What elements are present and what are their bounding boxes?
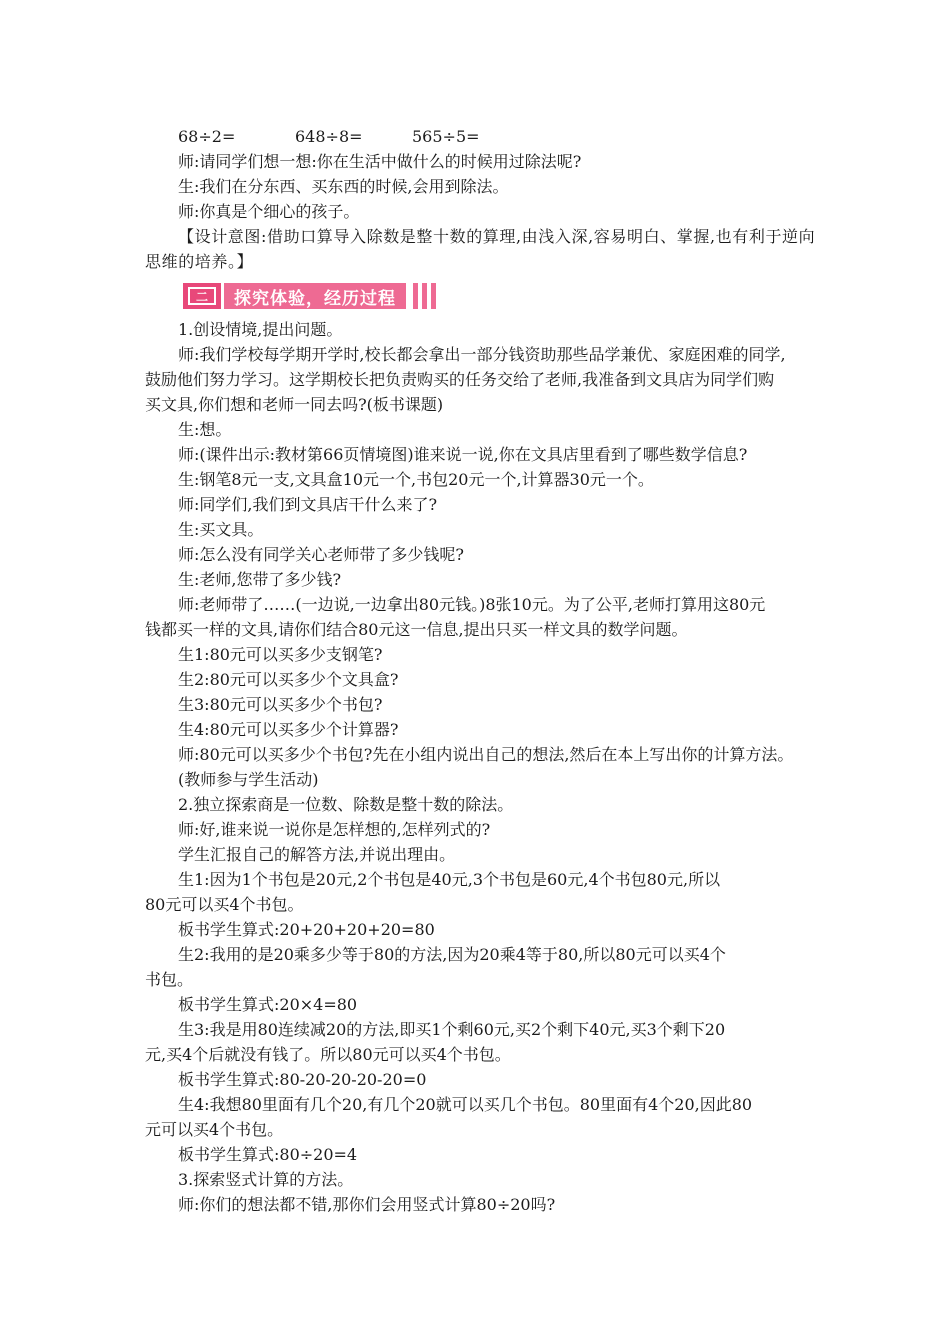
paragraph: 师:你真是个细心的孩子。 [178, 202, 360, 221]
design-intent-line: 【设计意图:借助口算导入除数是整十数的算理,由浅入深,容易明白、掌握,也有利于逆向 [178, 227, 816, 246]
text-line: 80元可以买4个书包。 [145, 895, 304, 914]
text-line: 书包。 [145, 970, 194, 989]
section-header [183, 282, 815, 310]
equation: 565÷5= [412, 127, 480, 146]
decoration-bar [431, 283, 436, 309]
text-line: 生4:80元可以买多少个计算器? [178, 720, 399, 739]
section-number-badge [183, 283, 221, 309]
section-decoration-bars [409, 283, 436, 309]
text-line: 钱都买一样的文具,请你们结合80元这一信息,提出只买一样文具的数学问题。 [145, 620, 688, 639]
text-line: 师:老师带了……(一边说,一边拿出80元钱。)8张10元。为了公平,老师打算用这80元 [178, 595, 766, 614]
equation: 648÷8= [295, 127, 363, 146]
text-line: 生:想。 [178, 420, 232, 439]
design-intent-note [145, 224, 815, 274]
text-line: 3.探索竖式计算的方法。 [178, 1170, 354, 1189]
text-line: 师:你们的想法都不错,那你们会用竖式计算80÷20吗? [178, 1195, 556, 1214]
text-line: 生:钢笔8元一支,文具盒10元一个,书包20元一个,计算器30元一个。 [178, 470, 654, 489]
text-line: 鼓励他们努力学习。这学期校长把负责购买的任务交给了老师,我准备到文具店为同学们购 [145, 370, 775, 389]
text-line: 生3:80元可以买多少个书包? [178, 695, 383, 714]
equation-row [145, 124, 815, 149]
section-title: 探究体验，经历过程 [234, 288, 396, 309]
section-title-banner [224, 283, 406, 309]
paragraph: 生:我们在分东西、买东西的时候,会用到除法。 [178, 177, 509, 196]
text-line: 生:买文具。 [178, 520, 264, 539]
text-line: 生3:我是用80连续减20的方法,即买1个剩60元,买2个剩下40元,买3个剩下20 [178, 1020, 726, 1039]
text-line: 师:好,谁来说一说你是怎样想的,怎样列式的? [178, 820, 491, 839]
text-line: 1.创设情境,提出问题。 [178, 320, 343, 339]
equation: 68÷2= [178, 127, 236, 146]
text-line: 元可以买4个书包。 [145, 1120, 284, 1139]
decoration-bar [422, 283, 427, 309]
text-line: 学生汇报自己的解答方法,并说出理由。 [178, 845, 456, 864]
text-line: 生:老师,您带了多少钱? [178, 570, 342, 589]
text-line: 师:80元可以买多少个书包?先在小组内说出自己的想法,然后在本上写出你的计算方法。 [178, 745, 794, 764]
text-line: 2.独立探索商是一位数、除数是整十数的除法。 [178, 795, 514, 814]
section-number: 二 [188, 287, 216, 305]
text-line: 生1:80元可以买多少支钢笔? [178, 645, 383, 664]
text-line: 生2:我用的是20乘多少等于80的方法,因为20乘4等于80,所以80元可以买4个 [178, 945, 726, 964]
text-line: 板书学生算式:80÷20=4 [178, 1145, 358, 1164]
document-body [145, 124, 815, 1217]
text-line: 师:怎么没有同学关心老师带了多少钱呢? [178, 545, 464, 564]
text-line: 板书学生算式:20+20+20+20=80 [178, 920, 435, 939]
text-line: 买文具,你们想和老师一同去吗?(板书课题) [145, 395, 444, 414]
text-line: 师:(课件出示:教材第66页情境图)谁来说一说,你在文具店里看到了哪些数学信息? [178, 445, 748, 464]
text-line: 生1:因为1个书包是20元,2个书包是40元,3个书包是60元,4个书包80元,所以 [178, 870, 721, 889]
text-line: 元,买4个后就没有钱了。所以80元可以买4个书包。 [145, 1045, 511, 1064]
lesson-text [145, 317, 815, 1217]
paragraph: 师:请同学们想一想:你在生活中做什么的时候用过除法呢? [178, 152, 582, 171]
text-line: 师:同学们,我们到文具店干什么来了? [178, 495, 438, 514]
text-line: 生2:80元可以买多少个文具盒? [178, 670, 399, 689]
text-line: 生4:我想80里面有几个20,有几个20就可以买几个书包。80里面有4个20,因此80 [178, 1095, 753, 1114]
design-intent-line: 思维的培养。】 [145, 252, 254, 271]
text-line: 板书学生算式:20×4=80 [178, 995, 358, 1014]
text-line: 板书学生算式:80-20-20-20-20=0 [178, 1070, 427, 1089]
decoration-bar [413, 283, 418, 309]
text-line: 师:我们学校每学期开学时,校长都会拿出一部分钱资助那些品学兼优、家庭困难的同学, [178, 345, 786, 364]
text-line: (教师参与学生活动) [178, 770, 319, 789]
